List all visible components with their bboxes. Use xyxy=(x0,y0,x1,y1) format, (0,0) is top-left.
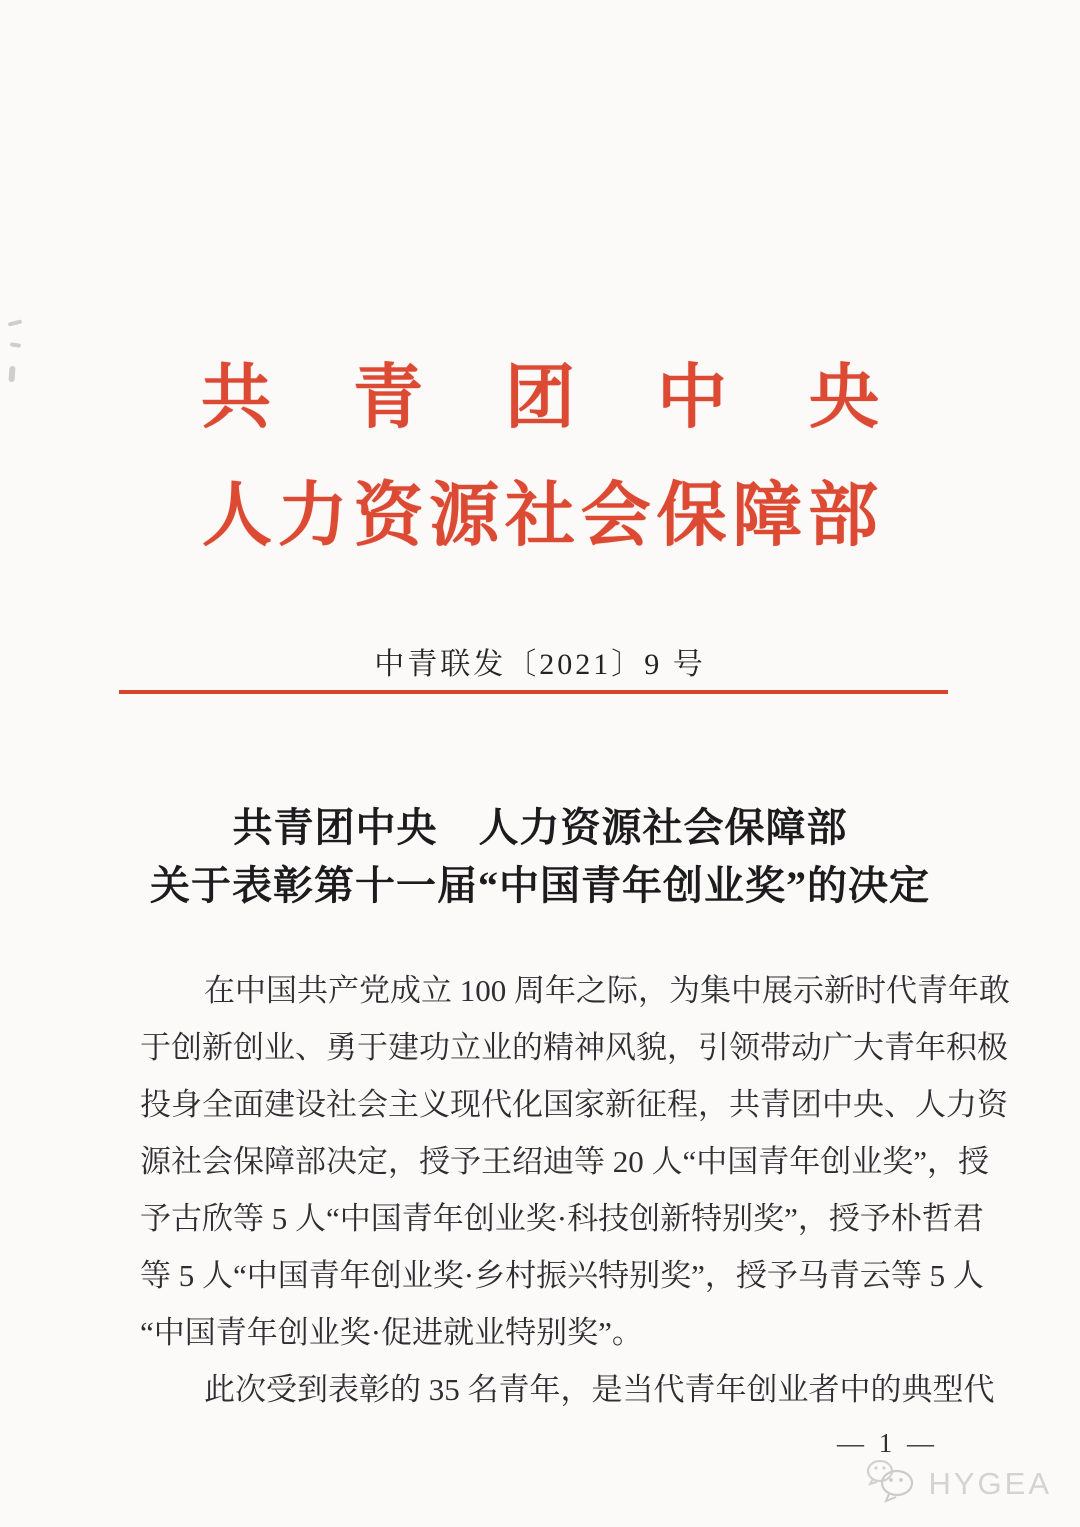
body-line: 予古欣等 5 人“中国青年创业奖·科技创新特别奖”，授予朴哲君 xyxy=(140,1201,984,1236)
letterhead xyxy=(0,360,1080,557)
body-line: 源社会保障部决定，授予王绍迪等 20 人“中国青年创业奖”，授 xyxy=(140,1144,990,1179)
body-line: 于创新创业、勇于建功立业的精神风貌，引领带动广大青年积极 xyxy=(140,1030,1008,1065)
body-line: 此次受到表彰的 35 名青年，是当代青年创业者中的典型代 xyxy=(204,1372,995,1407)
document-title xyxy=(0,799,1080,915)
org-name-line2: 人力资源社会保障部 xyxy=(202,478,878,556)
red-divider-line xyxy=(119,690,948,694)
document-number: 中青联发〔2021〕9 号 xyxy=(374,648,706,681)
page-number: — 1 — xyxy=(837,1428,938,1458)
watermark xyxy=(865,1458,1052,1509)
document-title-line1: 共青团中央 人力资源社会保障部 xyxy=(232,805,848,850)
body-line: 投身全面建设社会主义现代化国家新征程，共青团中央、人力资 xyxy=(140,1087,1008,1122)
document-title-line2: 关于表彰第十一届“中国青年创业奖”的决定 xyxy=(150,863,930,908)
body-line: 等 5 人“中国青年创业奖·乡村振兴特别奖”，授予马青云等 5 人 xyxy=(140,1258,984,1293)
document-body xyxy=(140,962,1010,1418)
chat-bubbles-logo-icon xyxy=(865,1458,919,1509)
body-line: “中国青年创业奖·促进就业特别奖”。 xyxy=(140,1315,643,1350)
scan-artifact xyxy=(8,319,23,326)
org-name-line1: 共青团中央 xyxy=(201,360,879,437)
body-line: 在中国共产党成立 100 周年之际，为集中展示新时代青年敢 xyxy=(204,973,1010,1008)
watermark-label: HYGEA xyxy=(928,1465,1052,1501)
scan-artifact xyxy=(10,342,21,347)
